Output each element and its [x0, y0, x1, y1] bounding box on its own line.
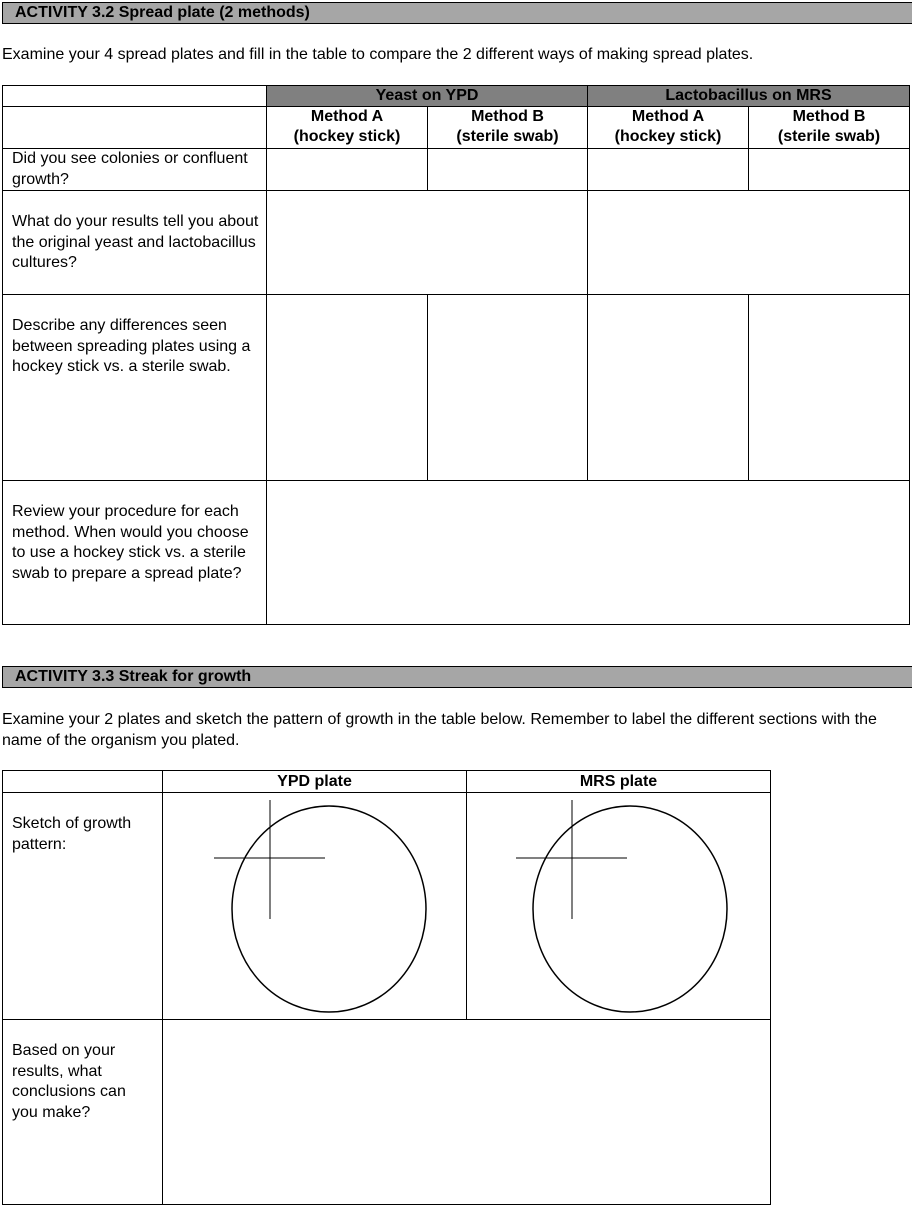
answer-cell-lactobacillus[interactable]	[587, 190, 910, 295]
method-header: Method A (hockey stick)	[266, 106, 428, 149]
corner-cell	[2, 85, 267, 107]
answer-cell[interactable]	[748, 294, 910, 481]
activity-3-3-instructions: Examine your 2 plates and sketch the pattern of growth in the table below. Remember to label the different sections with the name of the organism you plated.	[2, 711, 877, 749]
answer-cell[interactable]	[266, 148, 428, 191]
sketch-cell-mrs[interactable]	[466, 792, 771, 1020]
corner-cell-3-3	[2, 770, 163, 793]
activity-3-2-banner: ACTIVITY 3.2 Spread plate (2 methods)	[2, 2, 912, 24]
plate-diagram	[163, 793, 467, 1020]
sketch-cell-ypd[interactable]	[162, 792, 467, 1020]
answer-cell-review[interactable]	[266, 480, 910, 625]
answer-cell[interactable]	[587, 148, 749, 191]
corner-cell-2	[2, 106, 267, 149]
question-results: What do your results tell you about the original yeast and lactobacillus cultures?	[2, 190, 267, 295]
method-header: Method A (hockey stick)	[587, 106, 749, 149]
question-differences: Describe any differences seen between spreading plates using a hockey stick vs. a sterile swab.	[2, 294, 267, 481]
activity-3-3-banner: ACTIVITY 3.3 Streak for growth	[2, 666, 912, 688]
row-label-conclusions: Based on your results, what conclusions can you make?	[2, 1019, 163, 1205]
plate-circle	[232, 806, 426, 1012]
method-header: Method B (sterile swab)	[748, 106, 910, 149]
plate-diagram	[467, 793, 771, 1020]
column-header-ypd: YPD plate	[162, 770, 467, 793]
answer-cell-conclusions[interactable]	[162, 1019, 771, 1205]
row-label-sketch: Sketch of growth pattern:	[2, 792, 163, 1020]
question-colonies: Did you see colonies or confluent growth?	[2, 148, 267, 191]
answer-cell[interactable]	[748, 148, 910, 191]
activity-3-2-instructions: Examine your 4 spread plates and fill in the table to compare the 2 different ways of making spread plates.	[2, 46, 754, 63]
method-header: Method B (sterile swab)	[427, 106, 588, 149]
plate-circle	[533, 806, 727, 1012]
group-header-yeast: Yeast on YPD	[266, 85, 588, 107]
group-header-lactobacillus: Lactobacillus on MRS	[587, 85, 910, 107]
answer-cell[interactable]	[587, 294, 749, 481]
question-review: Review your procedure for each method. When would you choose to use a hockey stick vs. a sterile swab to prepare a spread plate?	[2, 480, 267, 625]
answer-cell[interactable]	[427, 294, 588, 481]
answer-cell[interactable]	[266, 294, 428, 481]
column-header-mrs: MRS plate	[466, 770, 771, 793]
answer-cell-yeast[interactable]	[266, 190, 588, 295]
answer-cell[interactable]	[427, 148, 588, 191]
